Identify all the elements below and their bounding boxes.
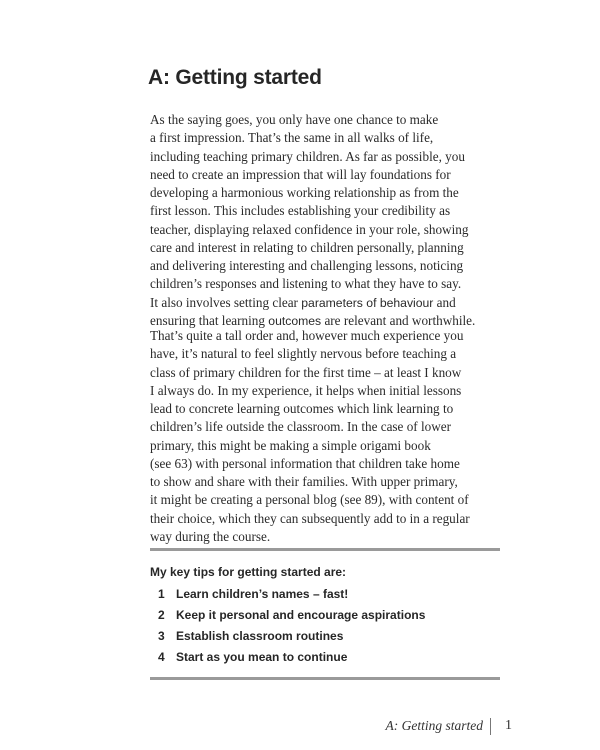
text-line: developing a harmonious working relationship as from the [150, 185, 459, 200]
tip-number: 4 [158, 650, 165, 664]
footer-section-title: A: Getting started [385, 718, 483, 733]
text-line: children’s responses and listening to what they have to say. [150, 276, 462, 292]
tip-item [150, 587, 500, 608]
page-number: 1 [505, 718, 512, 733]
text-line: As the saying goes, you only have one chance to make [150, 112, 439, 127]
running-footer [386, 718, 501, 735]
tip-text: Start as you mean to continue [176, 650, 348, 664]
text-line: first lesson. This includes establishing your credibility as [150, 203, 451, 219]
tip-item [150, 650, 500, 671]
text-line: class of primary children for the first time – at least I know [150, 364, 462, 380]
text-line: and delivering interesting and challenging lessons, noticing [150, 258, 464, 273]
text-line [150, 294, 504, 312]
text-line: including teaching primary children. As far as possible, you [150, 148, 465, 164]
tip-text: Keep it personal and encourage aspirations [176, 608, 426, 622]
footer-separator [490, 718, 491, 735]
page-title: A: Getting started [148, 66, 322, 89]
tips-top-divider [150, 548, 500, 551]
text-line: way during the course. [150, 528, 271, 544]
key-tips-box [150, 565, 500, 671]
text-line: teacher, displaying relaxed confidence in your role, showing [150, 221, 469, 237]
text-line: need to create an impression that will lay foundations for [150, 166, 451, 182]
glossary-term-outcomes: outcomes [268, 313, 322, 328]
tip-item [150, 629, 500, 650]
intro-paragraph [150, 111, 504, 330]
text-line: their choice, which they can subsequently add to in a regular [150, 510, 470, 526]
text-fragment: ensuring that learning [150, 312, 269, 328]
text-line: That’s quite a tall order and, however much experience you [150, 328, 464, 343]
text-line: it might be creating a personal blog (see 89), with content of [150, 492, 469, 508]
body-paragraph [150, 327, 504, 546]
tip-number: 2 [158, 608, 165, 622]
text-line: a first impression. That’s the same in all walks of life, [150, 130, 434, 146]
glossary-term-parameters-of-behaviour: parameters of behaviour [301, 295, 434, 310]
tip-item [150, 608, 500, 629]
text-line: primary, this might be making a simple origami book [150, 437, 431, 453]
text-line: to show and share with their families. With upper primary, [150, 474, 458, 489]
tip-text: Learn children’s names – fast! [176, 587, 349, 601]
text-line: children’s life outside the classroom. In the case of lower [150, 419, 452, 435]
tips-heading: My key tips for getting started are: [150, 565, 347, 579]
text-line: I always do. In my experience, it helps when initial lessons [150, 382, 462, 398]
text-fragment: and [433, 294, 456, 310]
text-fragment: It also involves setting clear [150, 294, 302, 310]
text-line: care and interest in relating to children personally, planning [150, 239, 464, 255]
tip-number: 3 [158, 629, 165, 643]
tip-text: Establish classroom routines [176, 629, 344, 643]
text-line: (see 63) with personal information that children take home [150, 455, 460, 471]
text-fragment: are relevant and worthwhile. [321, 312, 476, 328]
text-line: lead to concrete learning outcomes which link learning to [150, 401, 454, 416]
tips-bottom-divider [150, 677, 500, 680]
text-line: have, it’s natural to feel slightly nervous before teaching a [150, 346, 457, 362]
tip-number: 1 [158, 587, 165, 601]
